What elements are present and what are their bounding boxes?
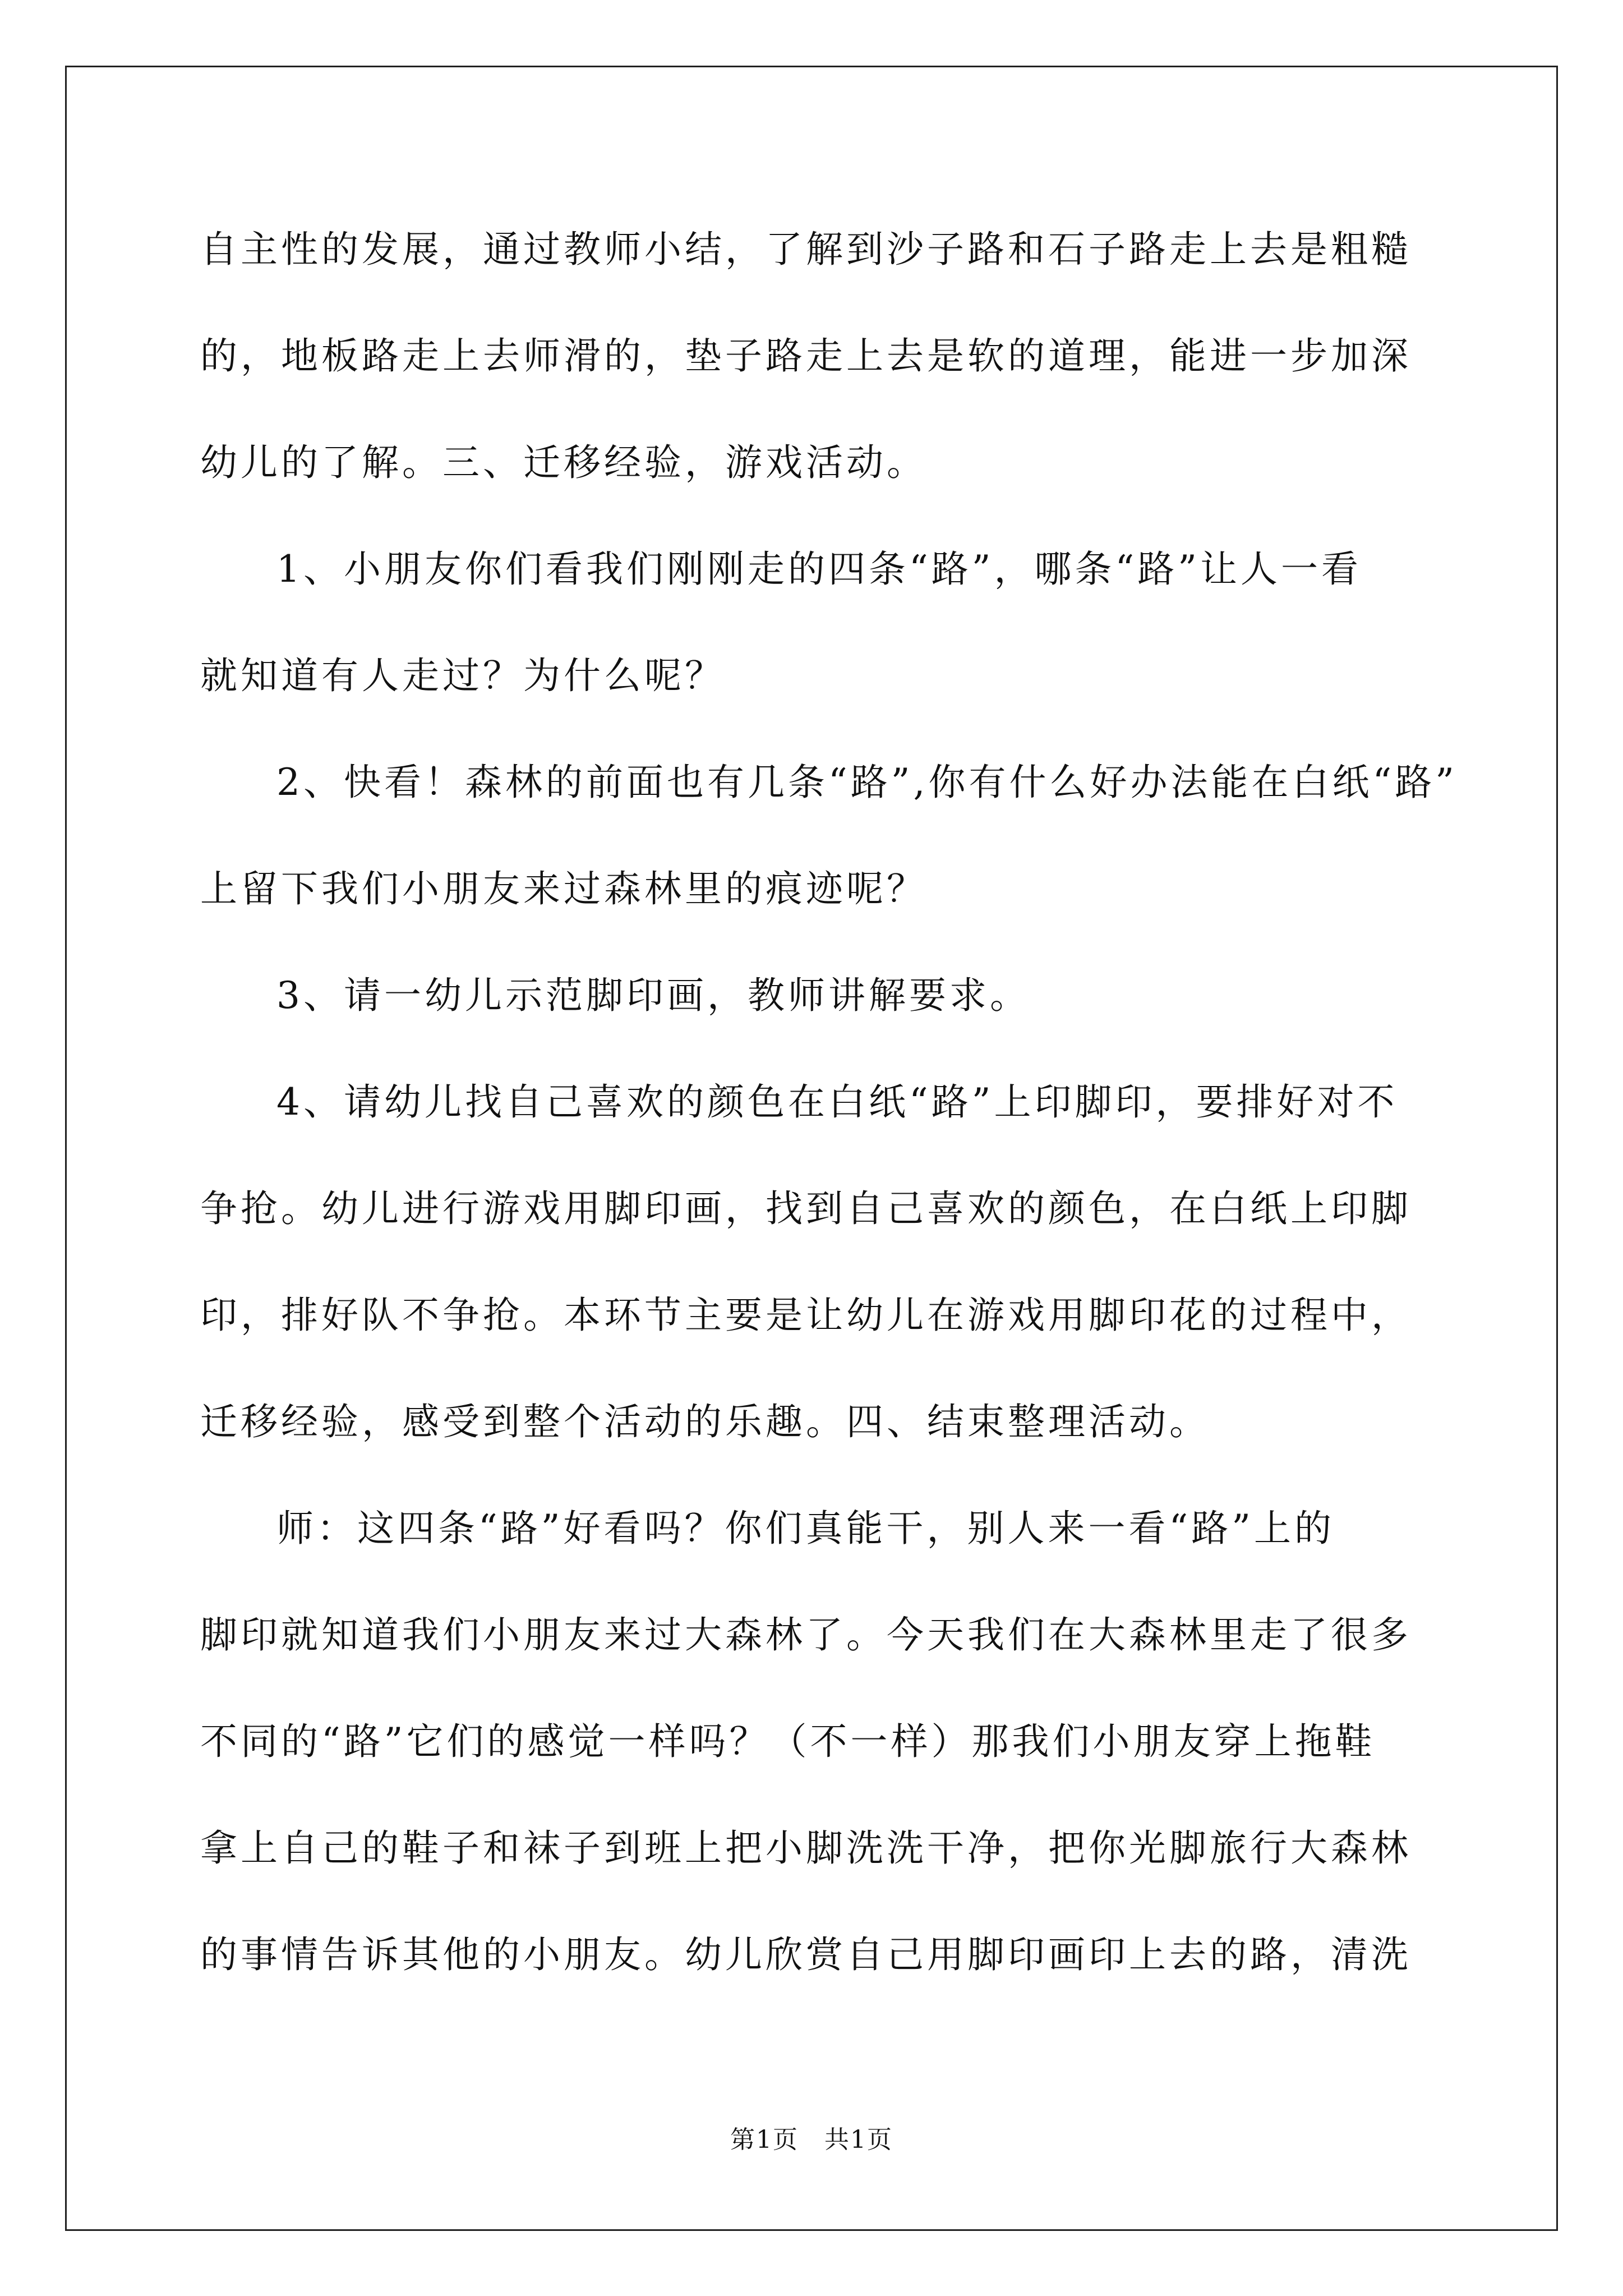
text-line: 自主性的发展，通过教师小结，了解到沙子路和石子路走上去是粗糙 <box>200 228 1412 271</box>
document-body <box>200 219 1458 2031</box>
text-line: 就知道有人走过？为什么呢？ <box>200 654 725 697</box>
text-line: 1、小朋友你们看我们刚刚走的四条“路”，哪条“路”让人一看 <box>276 547 1362 591</box>
text-line: 4、请幼儿找自己喜欢的颜色在白纸“路”上印脚印，要排好对不 <box>276 1080 1398 1124</box>
text-line: 的，地板路走上去师滑的，垫子路走上去是软的道理，能进一步加深 <box>200 334 1412 378</box>
text-line: 印，排好队不争抢。本环节主要是让幼儿在游戏用脚印花的过程中， <box>200 1294 1412 1337</box>
text-line: 3、请一幼儿示范脚印画，教师讲解要求。 <box>276 974 1030 1017</box>
page-footer: 第1页 共1页 <box>730 2125 893 2154</box>
text-line: 2、快看！森林的前面也有几条“路”,你有什么好办法能在白纸“路” <box>276 761 1458 804</box>
text-line: 争抢。幼儿进行游戏用脚印画，找到自己喜欢的颜色，在白纸上印脚 <box>200 1187 1412 1230</box>
text-line: 拿上自己的鞋子和袜子到班上把小脚洗洗干净，把你光脚旅行大森林 <box>200 1826 1412 1870</box>
text-line: 脚印就知道我们小朋友来过大森林了。今天我们在大森林里走了很多 <box>200 1613 1412 1657</box>
text-line: 不同的“路”它们的感觉一样吗？（不一样）那我们小朋友穿上拖鞋 <box>200 1720 1376 1763</box>
text-line: 的事情告诉其他的小朋友。幼儿欣赏自己用脚印画印上去的路，清洗 <box>200 1933 1412 1976</box>
text-line: 上留下我们小朋友来过森林里的痕迹呢？ <box>200 867 927 910</box>
text-line: 师：这四条“路”好看吗？你们真能干，别人来一看“路”上的 <box>276 1507 1335 1550</box>
text-line: 迁移经验，感受到整个活动的乐趣。四、结束整理活动。 <box>200 1400 1210 1443</box>
text-line: 幼儿的了解。三、迁移经验，游戏活动。 <box>200 441 927 484</box>
